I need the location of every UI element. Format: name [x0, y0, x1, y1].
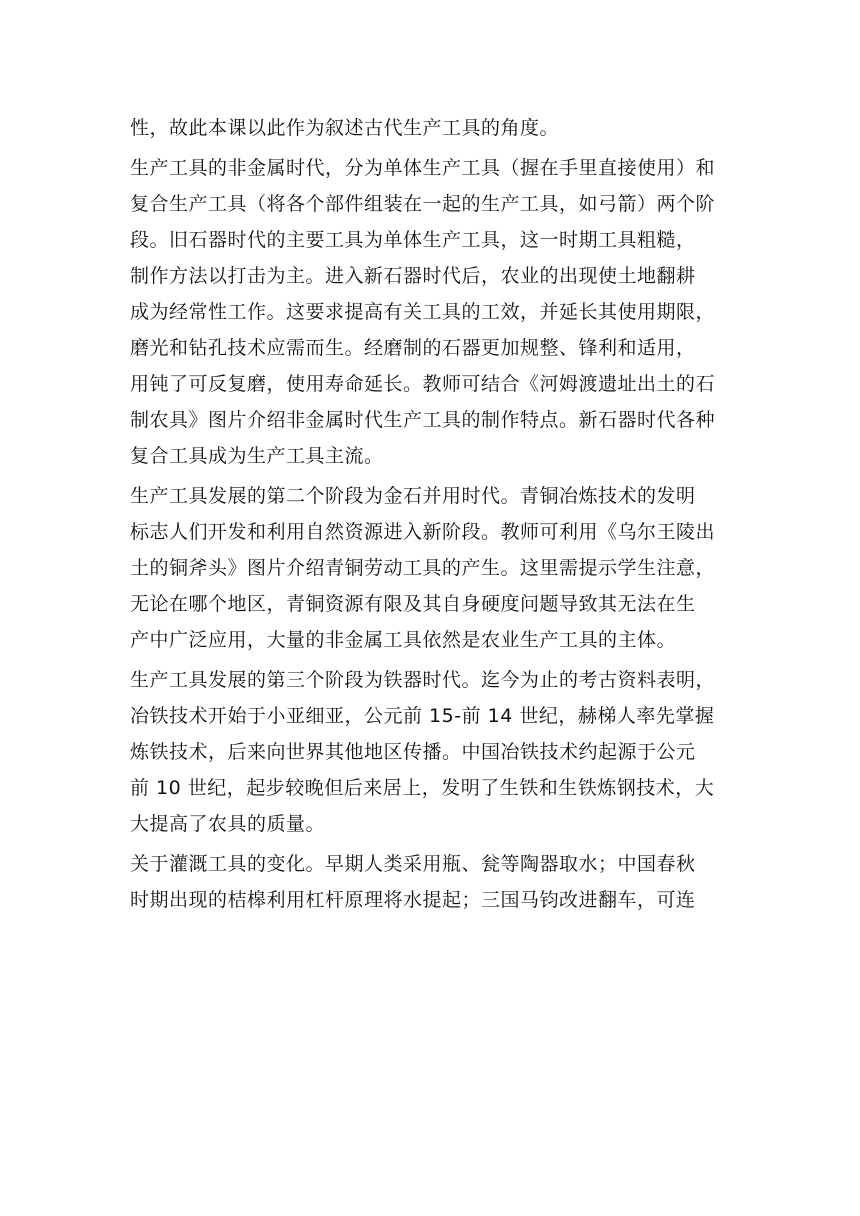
document-body — [130, 110, 742, 922]
text-line: 成为经常性工作。这要求提高有关工具的工效，并延长其使用期限， — [130, 301, 716, 323]
text-line: 生产工具发展的第二个阶段为金石并用时代。青铜冶炼技术的发明 — [130, 485, 696, 507]
paragraph-1 — [130, 110, 742, 146]
paragraph-5 — [130, 846, 742, 918]
text-line: 炼铁技术，后来向世界其他地区传播。中国冶铁技术约起源于公元 — [130, 741, 696, 763]
text-line: 冶铁技术开始于小亚细亚，公元前 15-前 14 世纪，赫梯人率先掌握 — [130, 705, 715, 727]
paragraph-3 — [130, 478, 742, 658]
paragraph-4 — [130, 662, 742, 842]
paragraph-2 — [130, 150, 742, 474]
text-line: 无论在哪个地区，青铜资源有限及其自身硬度问题导致其无法在生 — [130, 593, 696, 615]
text-line: 土的铜斧头》图片介绍青铜劳动工具的产生。这里需提示学生注意， — [130, 557, 716, 579]
text-line: 复合工具成为生产工具主流。 — [130, 445, 384, 467]
text-line: 制作方法以打击为主。进入新石器时代后，农业的出现使土地翻耕 — [130, 265, 696, 287]
text-line: 关于灌溉工具的变化。早期人类采用瓶、瓮等陶器取水；中国春秋 — [130, 853, 696, 875]
text-line: 生产工具发展的第三个阶段为铁器时代。迄今为止的考古资料表明， — [130, 669, 716, 691]
text-line: 产中广泛应用，大量的非金属工具依然是农业生产工具的主体。 — [130, 629, 677, 651]
text-line: 性，故此本课以此作为叙述古代生产工具的角度。 — [130, 117, 560, 139]
text-line: 段。旧石器时代的主要工具为单体生产工具，这一时期工具粗糙， — [130, 229, 696, 251]
text-line: 生产工具的非金属时代，分为单体生产工具（握在手里直接使用）和 — [130, 157, 716, 179]
text-line: 时期出现的桔槔利用杠杆原理将水提起；三国马钧改进翻车，可连 — [130, 889, 696, 911]
text-line: 用钝了可反复磨，使用寿命延长。教师可结合《河姆渡遗址出土的石 — [130, 373, 716, 395]
text-line: 大提高了农具的质量。 — [130, 813, 326, 835]
text-line: 磨光和钻孔技术应需而生。经磨制的石器更加规整、锋利和适用， — [130, 337, 696, 359]
text-line: 前 10 世纪，起步较晚但后来居上，发明了生铁和生铁炼钢技术，大 — [130, 777, 715, 799]
text-line: 复合生产工具（将各个部件组装在一起的生产工具，如弓箭）两个阶 — [130, 193, 716, 215]
text-line: 标志人们开发和利用自然资源进入新阶段。教师可利用《乌尔王陵出 — [130, 521, 716, 543]
text-line: 制农具》图片介绍非金属时代生产工具的制作特点。新石器时代各种 — [130, 409, 716, 431]
